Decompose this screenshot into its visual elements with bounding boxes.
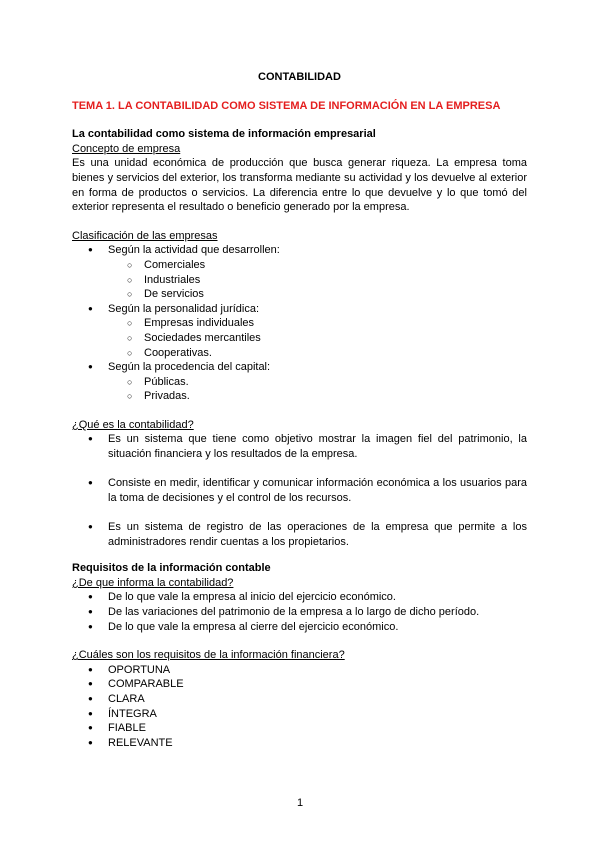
requisitos-list	[72, 663, 527, 751]
sublist-item: ○ Industriales	[72, 273, 527, 288]
list-item-label: Según la personalidad jurídica:	[108, 302, 260, 315]
tema-heading: TEMA 1. LA CONTABILIDAD COMO SISTEMA DE INFORMACIÓN EN LA EMPRESA	[72, 99, 501, 112]
list-item	[72, 476, 527, 505]
list-item: ● COMPARABLE	[72, 677, 527, 692]
list-item: ● De lo que vale la empresa al inicio del ejercicio económico.	[72, 590, 527, 605]
sublist-item: ○ De servicios	[72, 287, 527, 302]
document-title: CONTABILIDAD	[258, 71, 341, 83]
concepto-paragraph: Es una unidad económica de producción que busca generar riqueza. La empresa toma bienes y servicios del exterior, los transforma mediante su actividad y los devuelve al exterior en forma de productos o servicios. La diferencia entre lo que devuelve y lo que tomó del exterior representa el resultado o beneficio generado por la empresa.	[72, 157, 527, 214]
sublist-item: ○ Privadas.	[72, 389, 527, 404]
que-es-list	[72, 432, 527, 549]
list-item	[72, 360, 527, 404]
list-item: ● RELEVANTE	[72, 736, 527, 751]
page-number: 1	[296, 797, 304, 809]
list-item	[72, 243, 527, 301]
sublist-item: ○ Cooperativas.	[72, 346, 527, 361]
list-item: ● ÍNTEGRA	[72, 707, 527, 722]
sublist-item: ○ Empresas individuales	[72, 316, 527, 331]
sublist-item: ○ Sociedades mercantiles	[72, 331, 527, 346]
list-item: ● OPORTUNA	[72, 663, 527, 678]
sublist	[72, 258, 527, 302]
section-title-requisitos: Requisitos de la información contable	[72, 562, 271, 575]
section-title-sistema: La contabilidad como sistema de información empresarial	[72, 128, 376, 141]
list-item: ● De lo que vale la empresa al cierre del ejercicio económico.	[72, 620, 527, 635]
list-item-label: Según la actividad que desarrollen:	[108, 244, 280, 257]
sublist-item: ○ Comerciales	[72, 258, 527, 273]
clasificacion-heading: Clasificación de las empresas	[72, 229, 218, 242]
list-item	[72, 520, 527, 549]
requisitos-heading: ¿Cuáles son los requisitos de la información financiera?	[72, 649, 345, 662]
sublist	[72, 316, 527, 360]
document-page	[72, 70, 527, 750]
list-item-label: Según la procedencia del capital:	[108, 361, 271, 374]
list-item: ● CLARA	[72, 692, 527, 707]
clasificacion-list	[72, 243, 527, 404]
concepto-heading: Concepto de empresa	[72, 142, 181, 155]
list-item: ● De las variaciones del patrimonio de la empresa a lo largo de dicho período.	[72, 605, 527, 620]
sublist-item: ○ Públicas.	[72, 375, 527, 390]
informa-list	[72, 590, 527, 634]
list-item-text: ● Es un sistema que tiene como objetivo mostrar la imagen fiel del patrimonio, la situación financiera y los resultados de la empresa.	[108, 433, 527, 461]
sublist	[72, 375, 527, 404]
list-item-text: ● Consiste en medir, identificar y comunicar información económica a los usuarios para la toma de decisiones y el control de los recursos.	[108, 477, 527, 504]
informa-heading: ¿De que informa la contabilidad?	[72, 576, 234, 589]
list-item: ● FIABLE	[72, 721, 527, 736]
list-item-text: ● Es un sistema de registro de las operaciones de la empresa que permite a los administradores rendir cuentas a los propietarios.	[108, 521, 527, 548]
list-item	[72, 302, 527, 360]
list-item	[72, 432, 527, 461]
que-es-heading: ¿Qué es la contabilidad?	[72, 418, 194, 431]
